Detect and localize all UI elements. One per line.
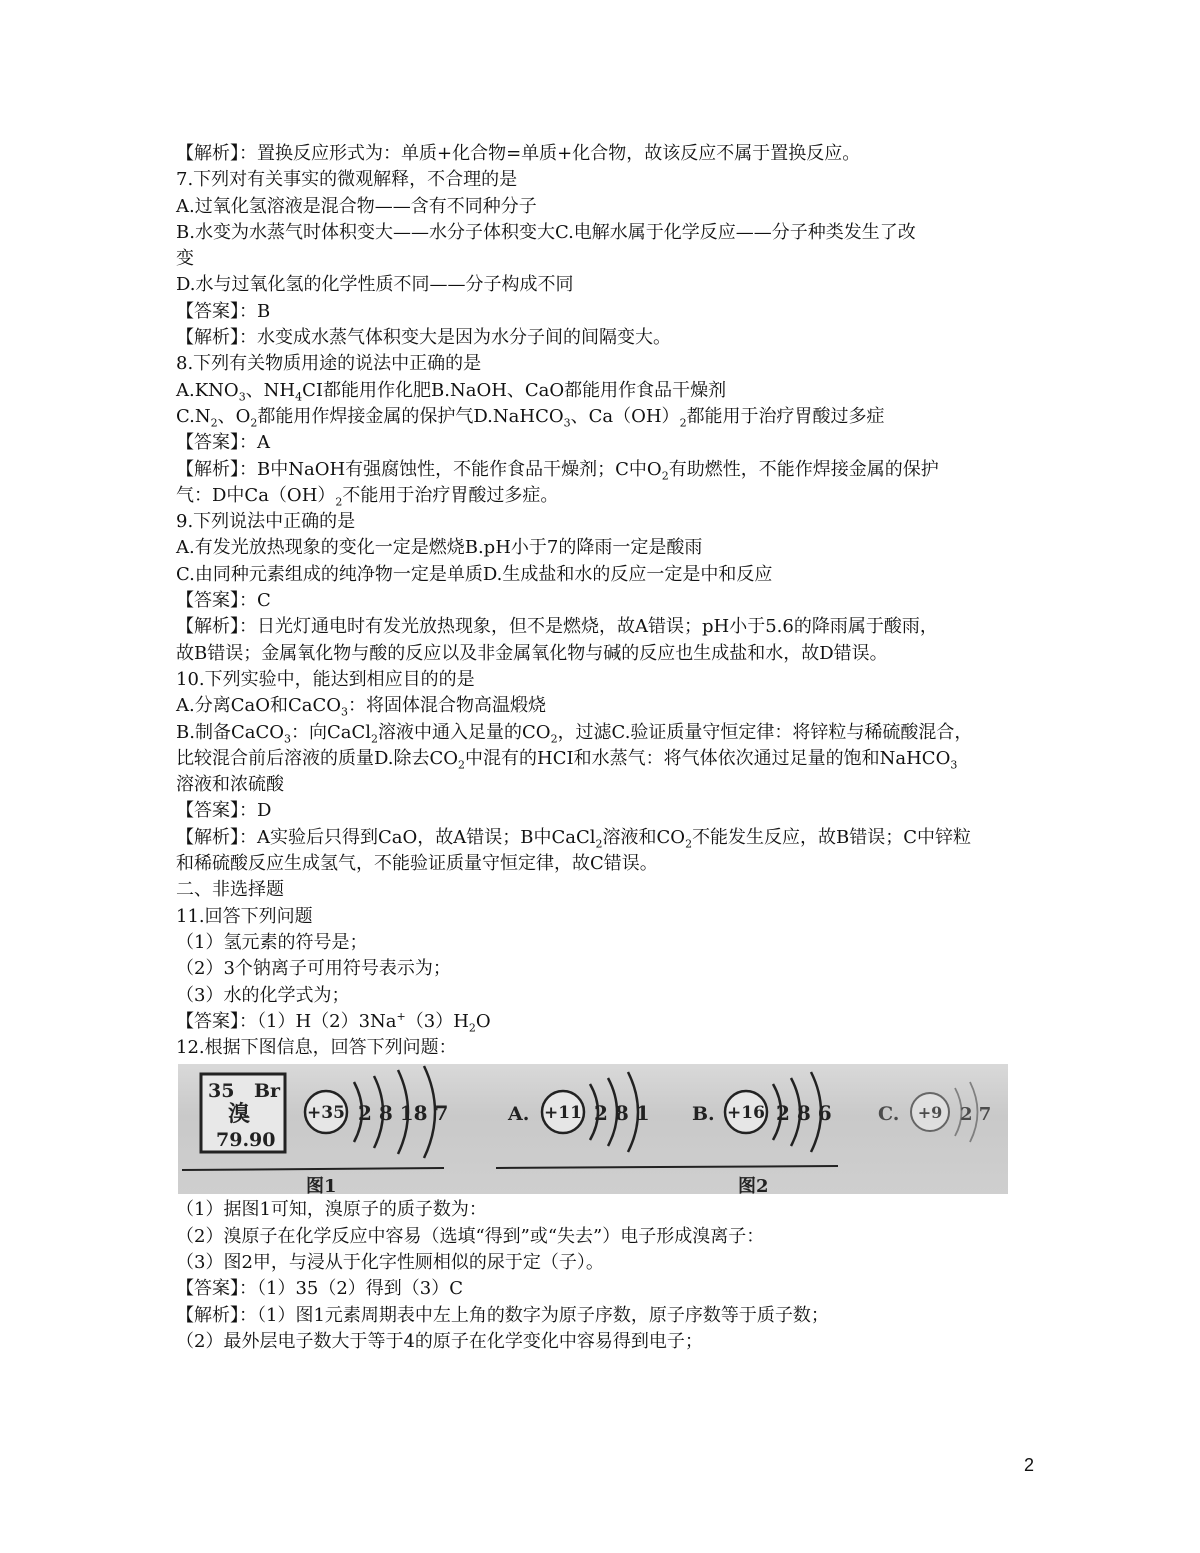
text-run: 【解析】：B中NaOH有强腐蚀性，不能作食品干燥剂；C中O	[176, 458, 662, 480]
atomic-structure-figure	[178, 1064, 1008, 1194]
element-symbol: Br	[254, 1080, 281, 1103]
text-run: （2）溴原子在化学反应中容易（选填“得到”或“失去”）电子形成溴离子：	[176, 1225, 765, 1247]
text-line	[176, 641, 1036, 667]
text-run: A.分离CaO和CaCO	[176, 695, 342, 717]
text-run: 【答案】：B	[176, 300, 271, 322]
text-line	[176, 246, 1036, 272]
text-line	[176, 562, 1036, 588]
text-run: B.水变为水蒸气时体积变大——水分子体积变大C.电解水属于化学反应——分子种类发生了改	[176, 221, 916, 243]
text-run: 和稀硫酸反应生成氢气，不能验证质量守恒定律，故C错误。	[176, 853, 658, 875]
text-line	[176, 535, 1036, 561]
text-run: 【答案】：（1）H（2）3Na	[176, 1010, 397, 1032]
text-block-top	[176, 141, 1036, 1061]
text-line	[176, 1035, 1036, 1061]
text-run: 溶液中通入足量的CO	[378, 721, 551, 743]
element-mass: 79.90	[216, 1129, 276, 1152]
text-run: ：向CaCl	[290, 721, 372, 743]
text-run: 、O	[217, 405, 251, 427]
text-run: 都能用作焊接金属的保护气D.NaHCO	[257, 405, 564, 427]
text-run: 11.回答下列问题	[176, 905, 313, 927]
text-line	[176, 457, 1036, 483]
subscript: 2	[210, 416, 218, 430]
text-line	[176, 141, 1036, 167]
text-run: A.过氧化氢溶液是混合物——含有不同种分子	[176, 195, 537, 217]
text-line	[176, 614, 1036, 640]
atom-c-label: C.	[878, 1103, 900, 1126]
text-line	[176, 325, 1036, 351]
text-run: B.制备CaCO	[176, 721, 284, 743]
text-line	[176, 983, 1036, 1009]
text-line	[176, 1303, 1036, 1329]
subscript: 3	[238, 390, 246, 404]
text-run: 12.根据下图信息，回答下列问题：	[176, 1037, 457, 1059]
text-run: 有助燃性，不能作焊接金属的保护	[668, 458, 939, 480]
text-run: 溶液和CO	[602, 826, 686, 848]
text-run: （3）水的化学式为；	[176, 984, 350, 1006]
text-run: C.N	[176, 405, 211, 427]
text-line	[176, 1197, 1036, 1223]
text-run: 二、非选择题	[176, 879, 284, 901]
text-line	[176, 483, 1036, 509]
text-line	[176, 1276, 1036, 1302]
text-run: ，过滤C.验证质量守恒定律：将锌粒与稀硫酸混合，	[557, 721, 973, 743]
text-run: 故B错误；金属氧化物与酸的反应以及非金属氧化物与碱的反应也生成盐和水，故D错误。	[176, 642, 888, 664]
atom-a-diagram	[507, 1072, 650, 1152]
text-line	[176, 220, 1036, 246]
bromine-atom-diagram	[305, 1066, 448, 1158]
atom-c-nucleus-label: +9	[917, 1103, 943, 1123]
text-run: C.由同种元素组成的纯净物一定是单质D.生成盐和水的反应一定是中和反应	[176, 563, 773, 585]
text-line	[176, 378, 1036, 404]
element-number: 35	[208, 1080, 235, 1103]
text-run: （3）图2甲，与浸从于化字性厕相似的尿于定（子）。	[176, 1251, 604, 1273]
caption-figure-2: 图2	[738, 1176, 769, 1195]
text-run: 8.下列有关物质用途的说法中正确的是	[176, 353, 482, 375]
text-line	[176, 956, 1036, 982]
text-line	[176, 1329, 1036, 1355]
text-run: O	[475, 1010, 491, 1032]
atom-c-diagram	[878, 1082, 991, 1142]
text-run: 中混有的HCI和水蒸气：将气体依次通过足量的饱和NaHCO	[465, 747, 951, 769]
subscript: 3	[341, 705, 349, 719]
text-run: 、Ca（OH）	[570, 405, 680, 427]
subscript: 2	[371, 732, 379, 746]
text-line	[176, 509, 1036, 535]
atom-b-label: B.	[692, 1103, 715, 1126]
text-run: （2）最外层电子数大于等于4的原子在化学变化中容易得到电子；	[176, 1330, 703, 1352]
atom-b-diagram	[692, 1072, 832, 1152]
text-run: 不能用于治疗胃酸过多症。	[342, 484, 559, 506]
text-run: 7.下列对有关事实的微观解释，不合理的是	[176, 169, 518, 191]
atom-c-shell-electrons: 2 7	[960, 1104, 992, 1126]
text-run: 溶液和浓硫酸	[176, 774, 284, 796]
text-line	[176, 851, 1036, 877]
atom-b-shell-electrons: 2 8 6	[776, 1101, 832, 1126]
text-run: （1）氢元素的符号是；	[176, 931, 368, 953]
text-run: 不能发生反应，故B错误；C中锌粒	[692, 826, 972, 848]
text-run: 、NH	[245, 379, 296, 401]
atom-a-shell-electrons: 2 8 1	[594, 1101, 650, 1126]
subscript: 3	[283, 732, 291, 746]
subscript: 3	[563, 416, 571, 430]
subscript: 2	[468, 1021, 476, 1035]
text-run: A.有发光放热现象的变化一定是燃烧B.pH小于7的降雨一定是酸雨	[176, 537, 703, 559]
subscript: 4	[295, 390, 303, 404]
text-line	[176, 904, 1036, 930]
text-run: 【解析】：A实验后只得到CaO，故A错误；B中CaCl	[176, 826, 596, 848]
text-run: 【答案】：（1）35（2）得到（3）C	[176, 1278, 464, 1300]
text-line	[176, 693, 1036, 719]
subscript: 2	[250, 416, 258, 430]
text-run: 9.下列说法中正确的是	[176, 511, 356, 533]
subscript: 2	[595, 837, 603, 851]
text-line	[176, 272, 1036, 298]
atom-b-nucleus-label: +16	[727, 1103, 765, 1124]
atom-a-nucleus-label: +11	[544, 1103, 582, 1124]
text-line	[176, 798, 1036, 824]
text-run: A.KNO	[176, 379, 239, 401]
atom-a-label: A.	[508, 1103, 530, 1126]
text-line	[176, 746, 1036, 772]
text-line	[176, 720, 1036, 746]
text-run: 【解析】：水变成水蒸气体积变大是因为水分子间的间隔变大。	[176, 327, 671, 349]
text-line	[176, 194, 1036, 220]
text-run: 都能用于治疗胃酸过多症	[686, 405, 885, 427]
text-line	[176, 588, 1036, 614]
text-block-bottom	[176, 1197, 1036, 1355]
text-line	[176, 167, 1036, 193]
text-run: ：将固体混合物高温煅烧	[348, 695, 547, 717]
text-run: （3）H	[405, 1010, 469, 1032]
text-run: 比较混合前后溶液的质量D.除去CO	[176, 747, 459, 769]
figure-svg	[178, 1064, 1008, 1194]
text-run: 变	[176, 248, 194, 270]
text-line	[176, 299, 1036, 325]
subscript: 3	[950, 758, 958, 772]
text-line	[176, 351, 1036, 377]
text-run: D.水与过氧化氢的化学性质不同——分子构成不同	[176, 274, 574, 296]
text-line	[176, 430, 1036, 456]
text-line	[176, 404, 1036, 430]
text-line	[176, 772, 1036, 798]
text-line	[176, 877, 1036, 903]
text-run: （1）据图1可知，溴原子的质子数为：	[176, 1199, 487, 1221]
page-number: 2	[1023, 1455, 1034, 1475]
text-run: 【答案】：A	[176, 432, 270, 454]
text-run: CI都能用作化肥B.NaOH、CaO都能用作食品干燥剂	[302, 379, 727, 401]
text-line	[176, 825, 1036, 851]
subscript: 2	[679, 416, 687, 430]
text-run: （2）3个钠离子可用符号表示为；	[176, 958, 451, 980]
text-line	[176, 1009, 1036, 1035]
br-nucleus-label: +35	[307, 1103, 345, 1124]
br-shell-electrons: 2 8 18 7	[358, 1101, 449, 1126]
caption-figure-1: 图1	[306, 1176, 337, 1195]
text-run: 10.下列实验中，能达到相应目的的是	[176, 668, 475, 690]
text-line	[176, 667, 1036, 693]
superscript: +	[396, 1009, 406, 1023]
text-line	[176, 930, 1036, 956]
text-line	[176, 1224, 1036, 1250]
text-run: 【解析】：（1）图1元素周期表中左上角的数字为原子序数，原子序数等于质子数；	[176, 1304, 829, 1326]
text-line	[176, 1250, 1036, 1276]
text-run: 气：D中Ca（OH）	[176, 484, 336, 506]
subscript: 2	[550, 732, 558, 746]
subscript: 2	[661, 469, 669, 483]
subscript: 2	[685, 837, 693, 851]
text-run: 【答案】：D	[176, 800, 272, 822]
text-run: 【解析】：置换反应形式为：单质+化合物=单质+化合物，故该反应不属于置换反应。	[176, 143, 861, 164]
document-body	[176, 141, 1036, 1355]
subscript: 2	[335, 495, 343, 509]
element-name: 溴	[228, 1101, 251, 1128]
text-run: 【解析】：日光灯通电时有发光放热现象，但不是燃烧，故A错误；pH小于5.6的降雨属于酸雨，	[176, 616, 938, 638]
text-run: 【答案】：C	[176, 590, 271, 612]
subscript: 2	[458, 758, 466, 772]
